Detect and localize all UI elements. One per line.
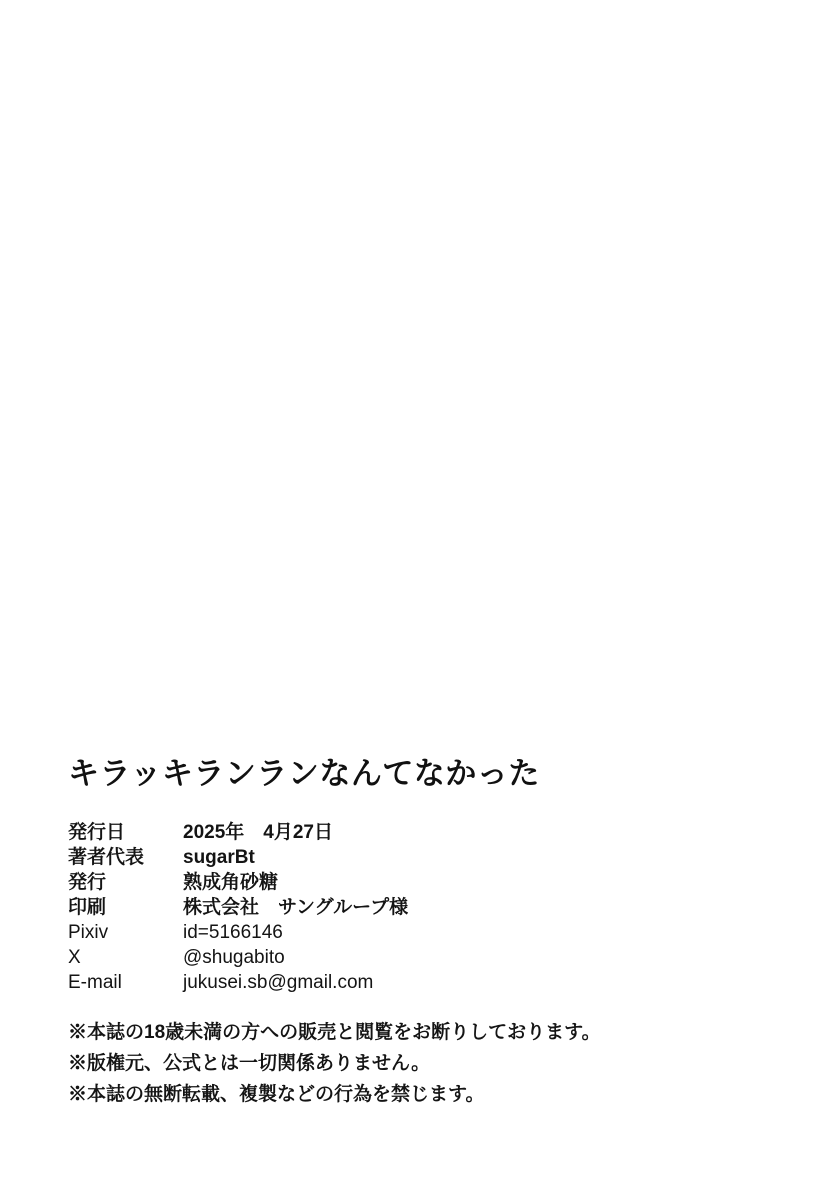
- info-label: 印刷: [68, 897, 107, 919]
- info-label: 発行: [68, 872, 107, 894]
- page-title: キラッキランランなんてなかった: [68, 756, 540, 791]
- info-value: jukusei.sb@gmail.com: [183, 972, 374, 994]
- colophon-block: [68, 755, 768, 1110]
- table-row: [68, 870, 408, 895]
- info-label: 発行日: [68, 822, 126, 844]
- notice-item: ※本誌の18歳未満の方への販売と閲覧をお断りしております。: [68, 1022, 601, 1044]
- table-row: [68, 895, 408, 920]
- info-label: 著者代表: [68, 847, 145, 869]
- notice-list: [68, 1017, 768, 1110]
- info-value: 株式会社 サングループ様: [183, 897, 409, 919]
- publication-info-table: [68, 820, 408, 995]
- table-row: [68, 945, 408, 970]
- info-value: 熟成角砂糖: [183, 872, 279, 894]
- info-label: X: [68, 947, 81, 969]
- publication-info-body: [68, 820, 408, 995]
- notice-item: ※本誌の無断転載、複製などの行為を禁じます。: [68, 1084, 485, 1106]
- table-row: [68, 820, 408, 845]
- info-value: @shugabito: [183, 947, 285, 969]
- info-value: sugarBt: [183, 847, 255, 869]
- info-value: 2025年 4月27日: [183, 822, 333, 844]
- info-label: E-mail: [68, 972, 122, 994]
- info-value: id=5166146: [183, 922, 283, 944]
- table-row: [68, 920, 408, 945]
- info-label: Pixiv: [68, 922, 109, 944]
- table-row: [68, 970, 408, 995]
- table-row: [68, 845, 408, 870]
- notice-item: ※版権元、公式とは一切関係ありません。: [68, 1053, 431, 1075]
